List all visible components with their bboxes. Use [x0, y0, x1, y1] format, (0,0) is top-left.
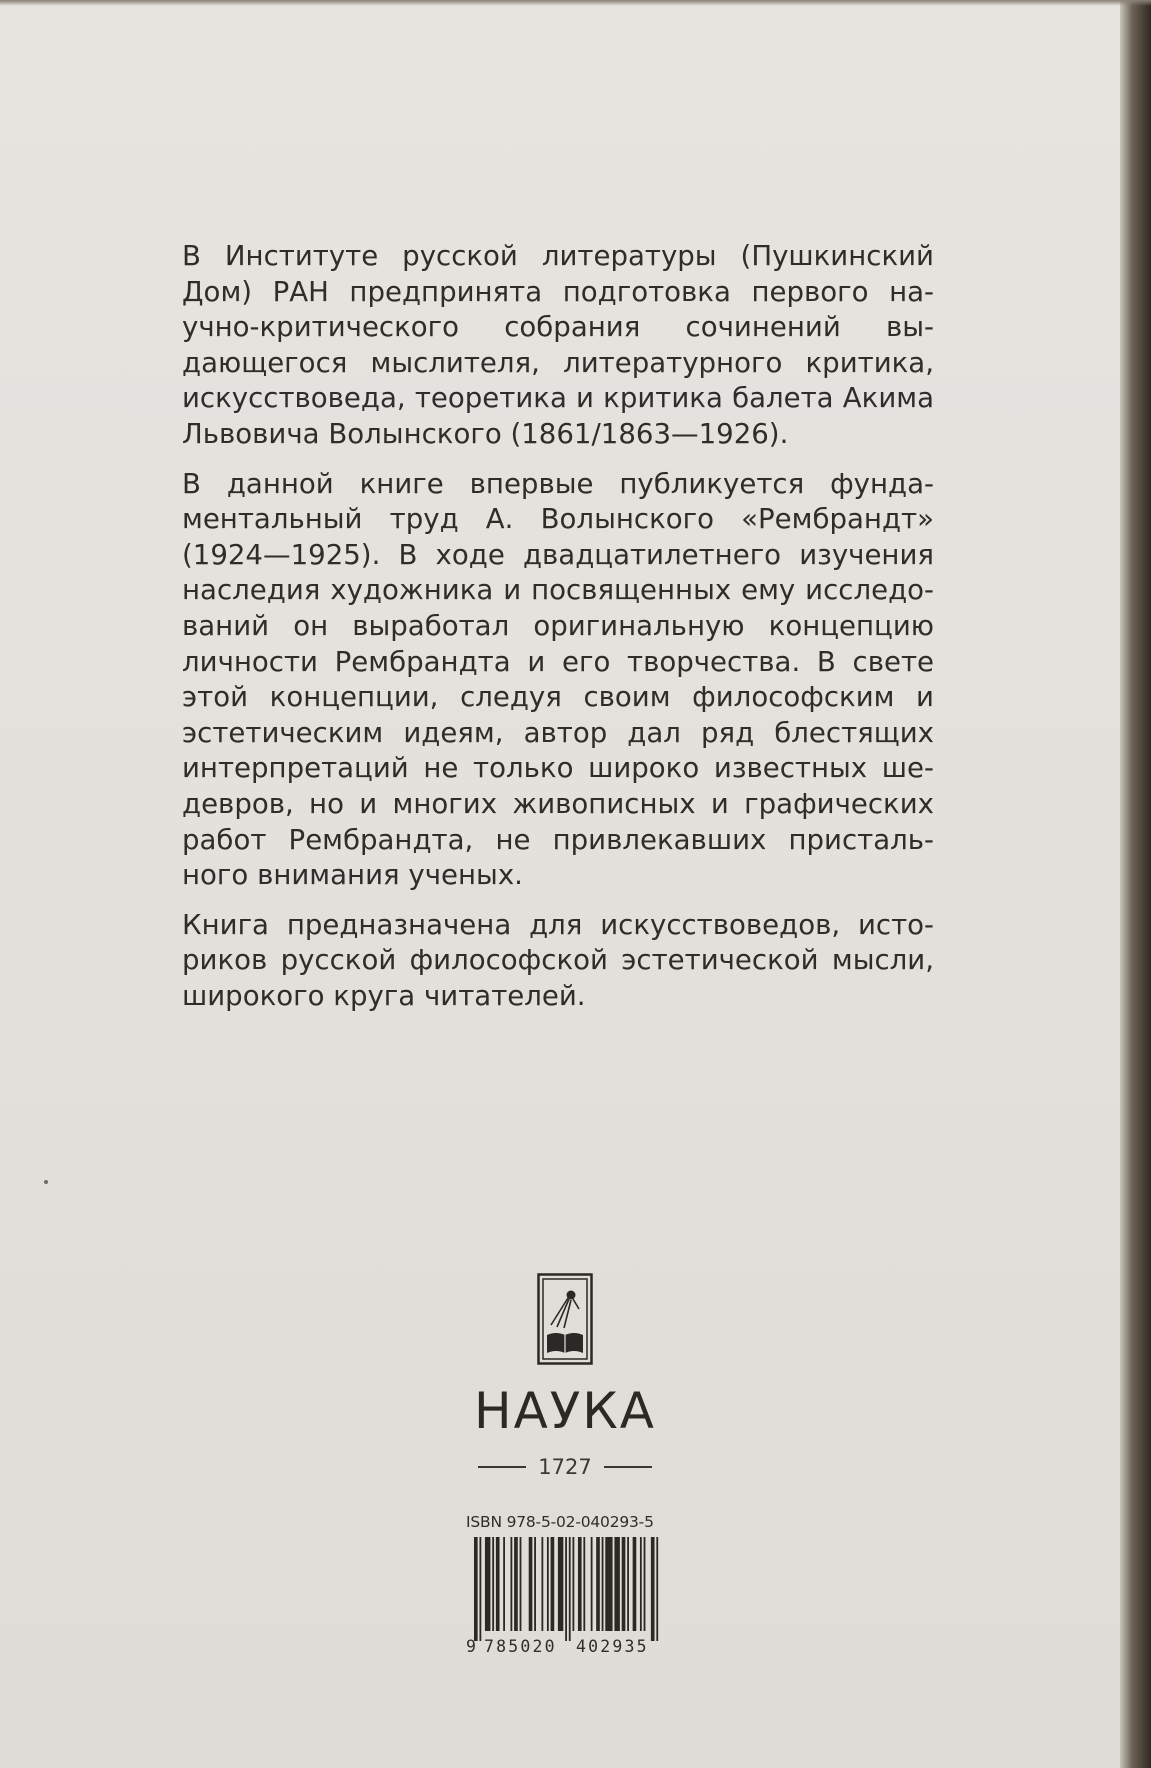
- barcode-bar: [520, 1537, 522, 1631]
- book-annotation: [182, 238, 934, 1027]
- publisher-year: 1727: [538, 1455, 592, 1479]
- barcode-bar: [510, 1537, 512, 1631]
- barcode-bar: [479, 1537, 481, 1641]
- publisher-year-line: [478, 1455, 651, 1479]
- barcode-bar: [627, 1537, 629, 1631]
- barcode-bars: [466, 1537, 668, 1641]
- barcode-bar: [474, 1537, 478, 1641]
- barcode-bar: [656, 1537, 658, 1641]
- barcode-bar: [605, 1537, 612, 1631]
- barcode-bar: [503, 1537, 505, 1631]
- year-rule-left: [478, 1466, 526, 1468]
- book-top-edge: [0, 0, 1151, 6]
- annotation-paragraph-1: В Институте русской литературы (Пушкинский Дом) РАН предпринята подготовка первого научно-критического собрания сочинений выдающегося мыслителя, литературного критика, искусствоведа, теоретика и критика балета Акима Львовича Волынского (1861/1863—1926).: [182, 239, 934, 450]
- barcode-bar: [541, 1537, 543, 1631]
- barcode-bar: [596, 1537, 600, 1631]
- barcode-bar: [651, 1537, 655, 1641]
- barcode-bar: [591, 1537, 593, 1631]
- barcode-digits-left: 785020: [484, 1637, 557, 1656]
- barcode-bar: [551, 1537, 555, 1631]
- barcode-bar: [547, 1537, 549, 1631]
- barcode-bar: [614, 1537, 619, 1631]
- barcode-bar: [514, 1537, 518, 1631]
- annotation-paragraph-2: В данной книге впервые публикуется фундаментальный труд А. Волынского «Рембрандт» (1924—1925). В ходе двадцатилетнего изучения наследия художника и посвященных ему исследований он выработал оригинальную концепцию личности Рембрандта и его творчества. В свете этой концепции, следуя своим философским и эстетическим идеям, автор дал ряд блестящих интерпретаций не только широко известных шедевров, но и многих живописных и графических работ Рембрандта, не привлекавших пристального внимания ученых.: [182, 466, 934, 892]
- sputnik-book-icon: [537, 1273, 593, 1365]
- barcode-bar: [583, 1537, 585, 1631]
- publisher-name: НАУКА: [474, 1382, 656, 1440]
- isbn-label: ISBN 978-5-02-040293-5: [466, 1513, 654, 1531]
- barcode-bar: [602, 1537, 604, 1631]
- book-spine-edge: [1120, 0, 1151, 1768]
- barcode-bar: [496, 1537, 500, 1631]
- barcode-bar: [492, 1537, 494, 1631]
- annotation-paragraph-3: Книга предназначена для искусствоведов, историков русской философской эстетической мысли, широкого круга читателей.: [182, 907, 934, 1012]
- barcode-bar: [534, 1537, 536, 1631]
- barcode-bar: [633, 1537, 637, 1631]
- year-rule-right: [604, 1466, 652, 1468]
- publisher-logo-block: [465, 1273, 665, 1479]
- paper-speck: [44, 1180, 48, 1184]
- barcode-bar: [572, 1537, 574, 1631]
- barcode-bar: [569, 1537, 571, 1641]
- barcode-digit-lead: 9: [466, 1637, 476, 1656]
- barcode-bar: [622, 1537, 626, 1631]
- barcode-digits-right: 402935: [576, 1637, 649, 1656]
- barcode-bar: [565, 1537, 567, 1641]
- isbn-block: [466, 1513, 668, 1659]
- barcode-bar: [640, 1537, 642, 1631]
- barcode-bar: [558, 1537, 563, 1631]
- barcode-bar: [578, 1537, 582, 1631]
- barcode-bar: [485, 1537, 490, 1631]
- barcode-bar: [529, 1537, 533, 1631]
- barcode-bar: [644, 1537, 646, 1631]
- barcode: [466, 1537, 668, 1659]
- barcode-digits: [466, 1637, 668, 1659]
